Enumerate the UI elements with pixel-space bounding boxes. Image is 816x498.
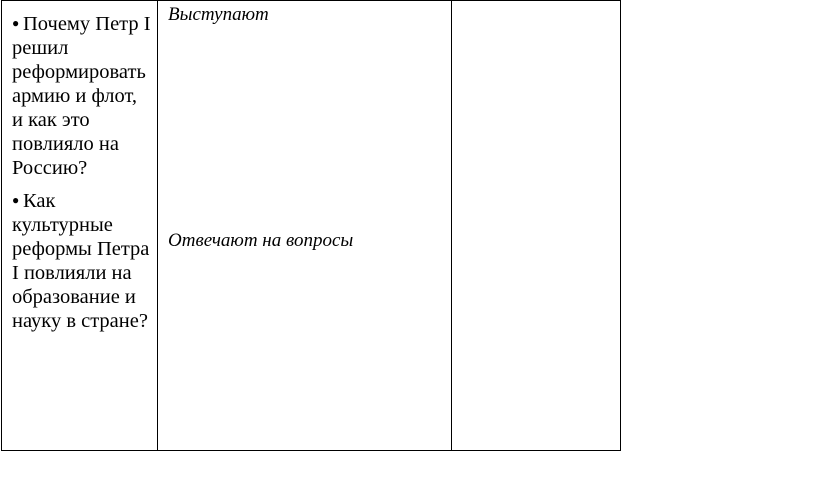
question-list bbox=[2, 1, 157, 333]
lesson-table bbox=[1, 0, 621, 451]
bullet-icon: ● bbox=[12, 16, 20, 30]
activity-speaking: Выступают bbox=[168, 4, 269, 25]
activity-answering: Отвечают на вопросы bbox=[168, 230, 354, 251]
bullet-icon: ● bbox=[12, 193, 20, 207]
activities-container bbox=[158, 1, 451, 450]
question-text: Почему Петр I решил реформировать армию и флот, и как это повлияло на Россию? bbox=[12, 13, 151, 179]
list-item bbox=[12, 11, 153, 180]
empty-cell bbox=[452, 1, 621, 451]
table-row bbox=[2, 1, 621, 451]
activities-cell bbox=[158, 1, 452, 451]
list-item bbox=[12, 188, 153, 333]
questions-cell bbox=[2, 1, 158, 451]
question-text: Как культурные реформы Петра I повлияли на образование и науку в стране? bbox=[12, 190, 150, 332]
